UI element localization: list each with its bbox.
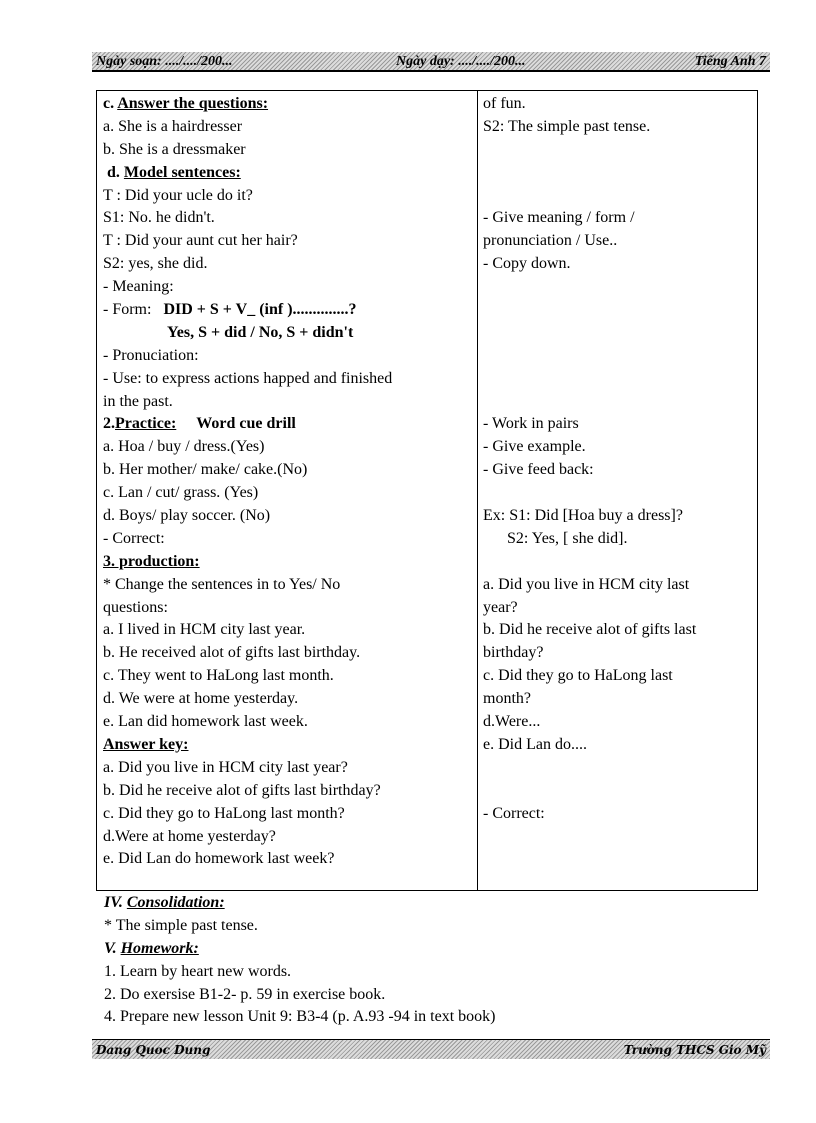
right-line: of fun. bbox=[483, 95, 526, 112]
right-line: - Work in pairs bbox=[483, 415, 579, 433]
production-line: b. He received alot of gifts last birthday. bbox=[103, 644, 361, 662]
right-line bbox=[483, 482, 755, 505]
right-line: b. Did he receive alot of gifts last bbox=[483, 621, 697, 639]
form-answer-line: Yes, S + did / No, S + didn't bbox=[167, 323, 354, 341]
right-line bbox=[483, 276, 755, 299]
model-line: S2: yes, she did. bbox=[103, 255, 208, 273]
right-line: year? bbox=[483, 598, 518, 616]
section-model-heading: d. Model sentences: bbox=[107, 163, 241, 181]
production-line: c. They went to HaLong last month. bbox=[103, 667, 334, 685]
right-line: S2: Yes, [ she did]. bbox=[483, 529, 628, 547]
homework-line: 4. Prepare new lesson Unit 9: B3-4 (p. A.93 -94 in text book) bbox=[104, 1008, 496, 1026]
subject-name: Tiếng Anh 7 bbox=[694, 54, 766, 69]
right-line: - Correct: bbox=[483, 804, 545, 822]
right-line: S2: The simple past tense. bbox=[483, 117, 651, 135]
section-production-heading: 3. production: bbox=[103, 552, 200, 570]
student-activities-column bbox=[483, 93, 755, 826]
answer-line: a. She is a hairdresser bbox=[103, 117, 243, 135]
homework-heading: V. Homework: bbox=[104, 939, 199, 957]
right-line: birthday? bbox=[483, 644, 544, 662]
production-line: e. Lan did homework last week. bbox=[103, 713, 308, 731]
right-line: - Give feed back: bbox=[483, 461, 594, 479]
consolidation-line: * The simple past tense. bbox=[104, 916, 258, 934]
model-line: S1: No. he didn't. bbox=[103, 209, 215, 227]
right-line bbox=[483, 139, 755, 162]
right-line bbox=[483, 185, 755, 208]
right-line: - Give example. bbox=[483, 438, 586, 456]
answer-key-line: b. Did he receive alot of gifts last birthday? bbox=[103, 781, 381, 799]
right-line: e. Did Lan do.... bbox=[483, 735, 587, 753]
right-line bbox=[483, 757, 755, 780]
right-line bbox=[483, 391, 755, 414]
homework-line: 1. Learn by heart new words. bbox=[104, 962, 292, 980]
right-line bbox=[483, 162, 755, 185]
right-line bbox=[483, 299, 755, 322]
answer-line: b. She is a dressmaker bbox=[103, 140, 246, 158]
section-answer-heading: c. Answer the questions: bbox=[103, 95, 269, 112]
page-footer bbox=[92, 1039, 770, 1059]
model-line: T : Did your aunt cut her hair? bbox=[103, 232, 298, 250]
right-line: c. Did they go to HaLong last bbox=[483, 667, 673, 685]
school-name: Trường THCS Gio Mỹ bbox=[623, 1043, 766, 1057]
right-line bbox=[483, 780, 755, 803]
practice-line: c. Lan / cut/ grass. (Yes) bbox=[103, 484, 259, 502]
model-line: T : Did your ucle do it? bbox=[103, 186, 253, 204]
form-line: - Form: DID + S + V_ (inf )..............? bbox=[103, 301, 357, 319]
right-line bbox=[483, 551, 755, 574]
consolidation-heading: IV. Consolidation: bbox=[104, 894, 225, 911]
teacher-name: Dang Quoc Dung bbox=[96, 1043, 211, 1057]
section-practice-heading: 2.Practice: Word cue drill bbox=[103, 415, 296, 433]
right-line bbox=[483, 345, 755, 368]
practice-line: - Correct: bbox=[103, 529, 165, 547]
pronunciation-line: - Pronuciation: bbox=[103, 346, 199, 364]
practice-line: d. Boys/ play soccer. (No) bbox=[103, 507, 271, 525]
answer-key-line: a. Did you live in HCM city last year? bbox=[103, 758, 348, 776]
answer-key-line: e. Did Lan do homework last week? bbox=[103, 850, 335, 868]
production-line: a. I lived in HCM city last year. bbox=[103, 621, 306, 639]
date-taught: Ngày dạy: ..../..../200... bbox=[396, 54, 526, 69]
right-line: - Copy down. bbox=[483, 255, 571, 273]
answer-key-line: d.Were at home yesterday? bbox=[103, 827, 276, 845]
teacher-activities-column bbox=[103, 93, 471, 871]
right-line: pronunciation / Use.. bbox=[483, 232, 618, 250]
date-prepared: Ngày soạn: ..../..../200... bbox=[96, 54, 233, 69]
column-divider bbox=[477, 91, 478, 890]
answer-key-line: c. Did they go to HaLong last month? bbox=[103, 804, 345, 822]
right-line bbox=[483, 368, 755, 391]
section-answer-key-heading: Answer key: bbox=[103, 735, 189, 753]
practice-line: b. Her mother/ make/ cake.(No) bbox=[103, 461, 308, 479]
post-table-section bbox=[104, 892, 764, 1029]
use-line: in the past. bbox=[103, 392, 173, 410]
lesson-table bbox=[96, 90, 758, 891]
right-line: Ex: S1: Did [Hoa buy a dress]? bbox=[483, 507, 683, 525]
page-header bbox=[92, 52, 770, 72]
right-line: - Give meaning / form / bbox=[483, 209, 635, 227]
production-line: questions: bbox=[103, 598, 168, 616]
model-line: - Meaning: bbox=[103, 278, 174, 296]
production-line: * Change the sentences in to Yes/ No bbox=[103, 575, 341, 593]
right-line: d.Were... bbox=[483, 713, 541, 731]
production-line: d. We were at home yesterday. bbox=[103, 690, 299, 708]
homework-line: 2. Do exersise B1-2- p. 59 in exercise book. bbox=[104, 985, 386, 1003]
right-line bbox=[483, 322, 755, 345]
right-line: a. Did you live in HCM city last bbox=[483, 575, 690, 593]
use-line: - Use: to express actions happed and finished bbox=[103, 369, 393, 387]
practice-line: a. Hoa / buy / dress.(Yes) bbox=[103, 438, 265, 456]
right-line: month? bbox=[483, 690, 531, 708]
